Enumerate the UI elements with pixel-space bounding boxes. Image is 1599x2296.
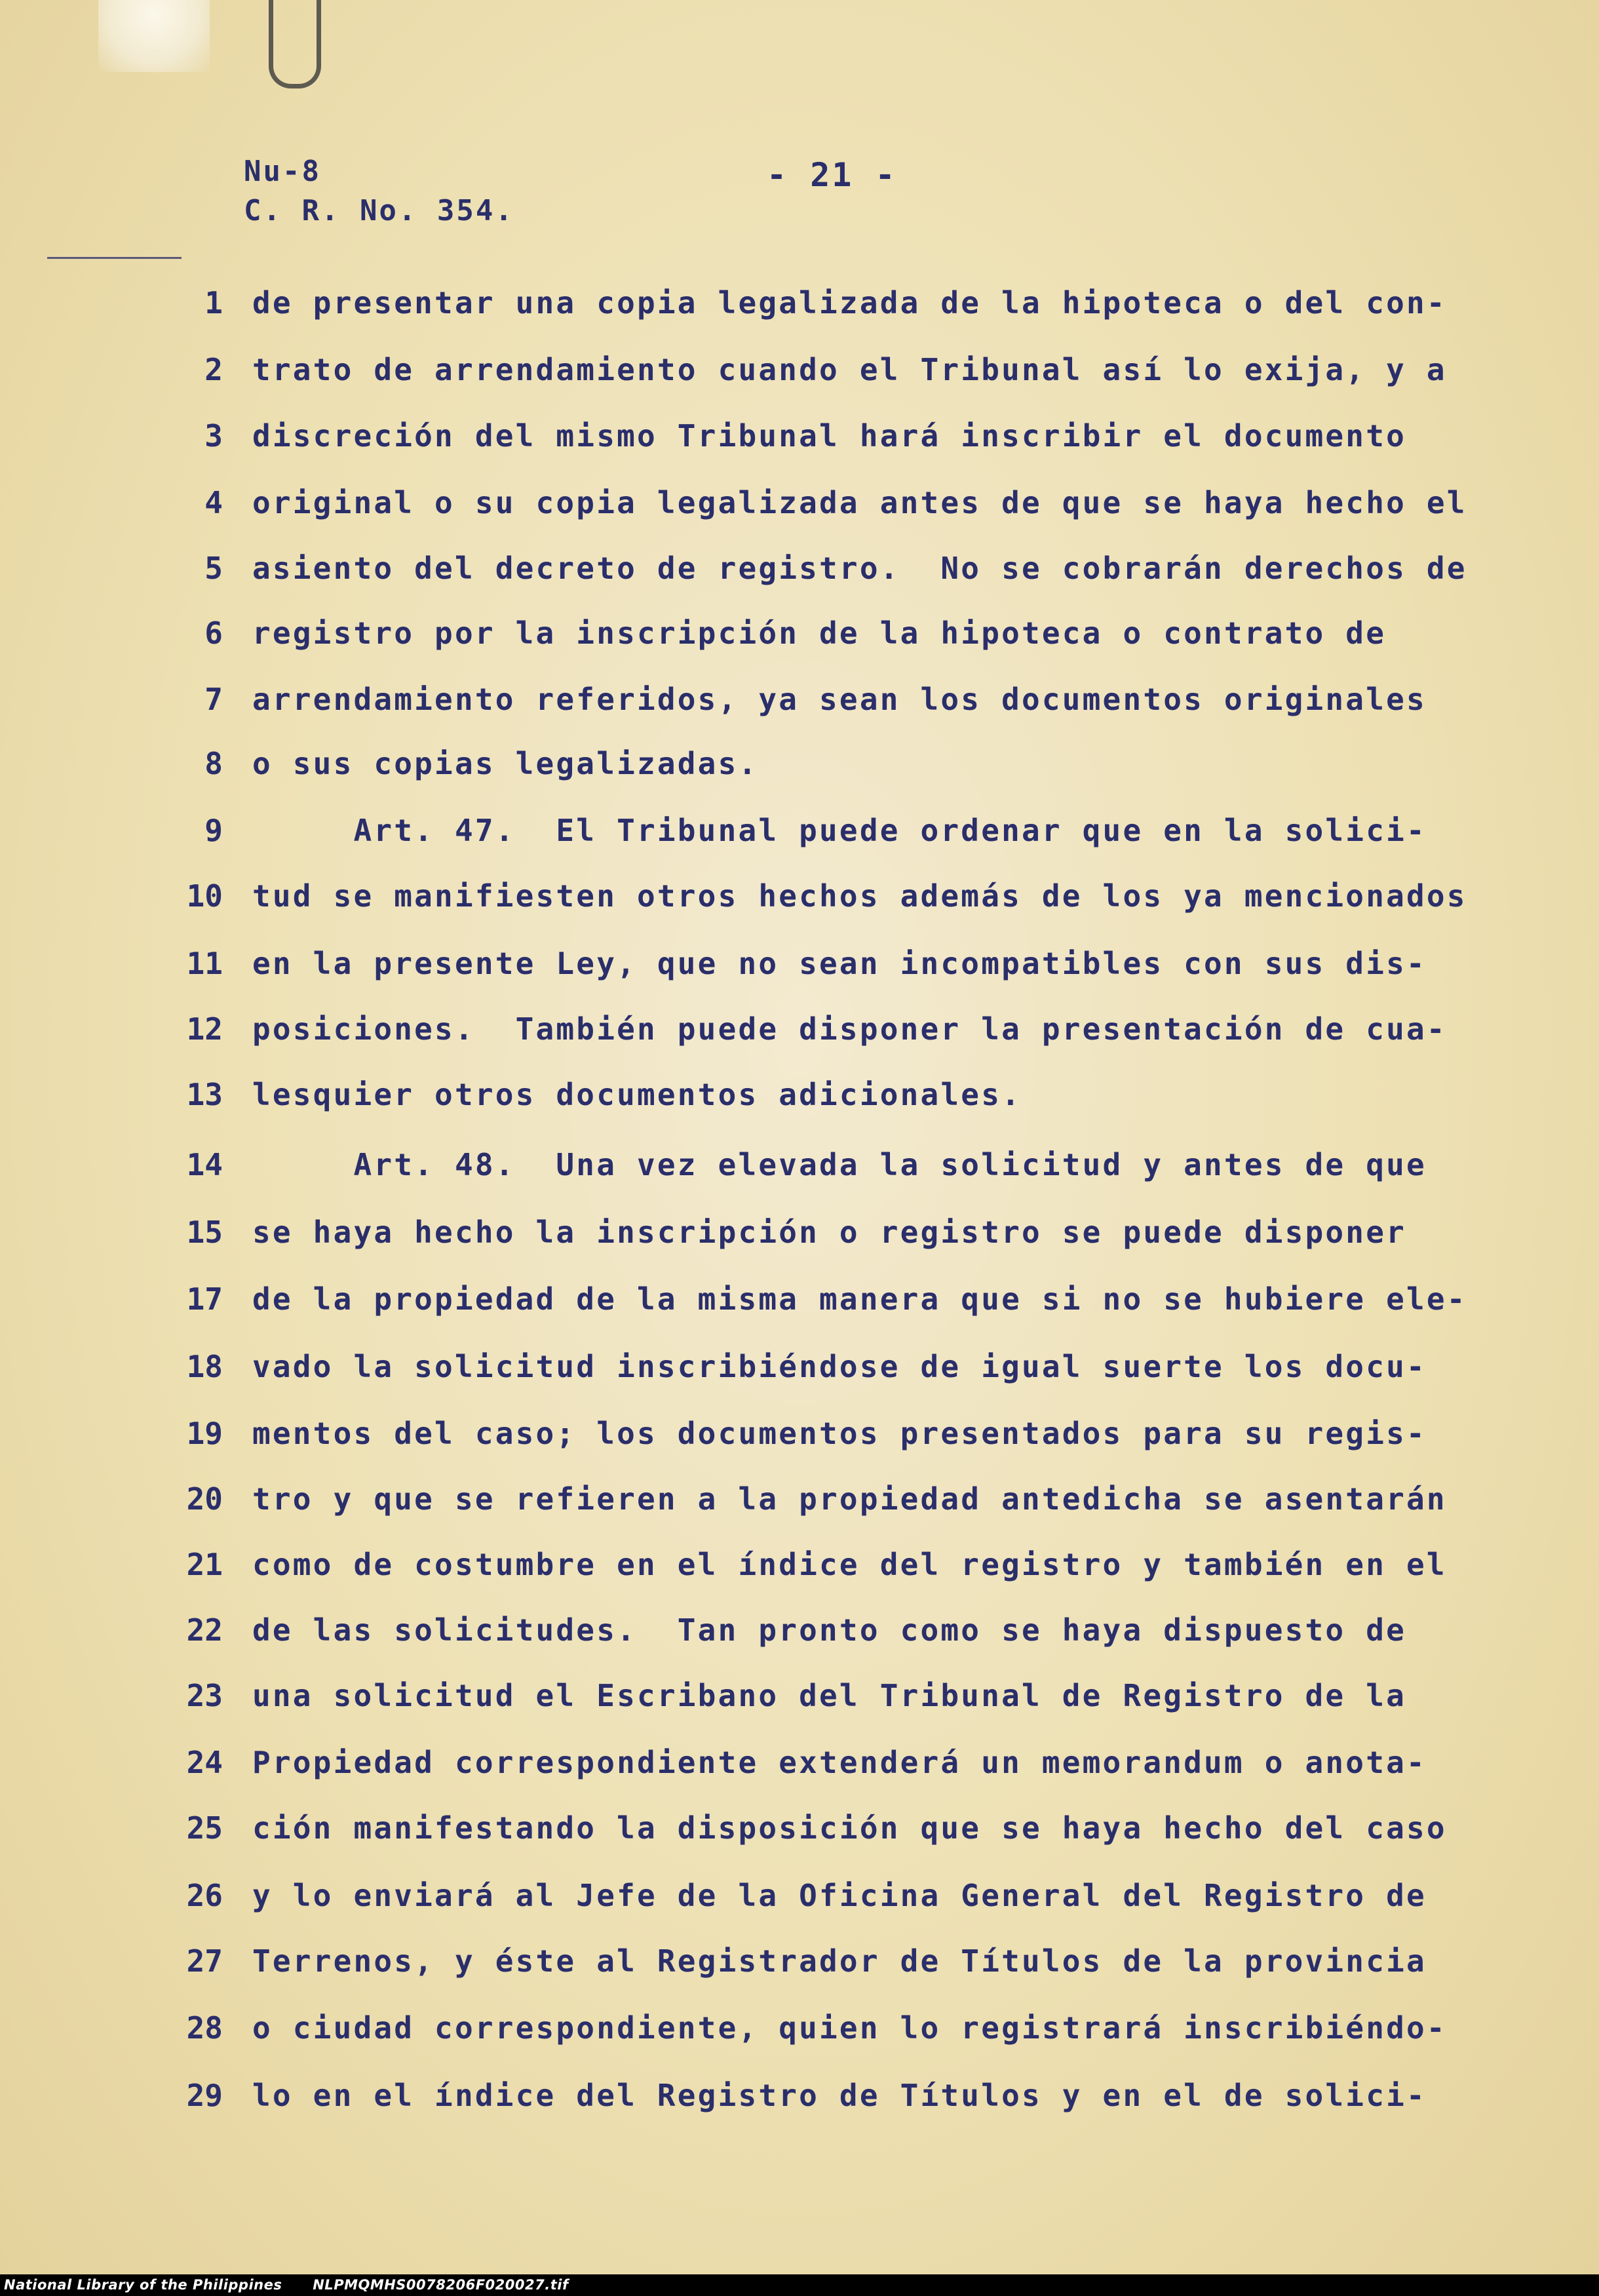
line-text: posiciones. También puede disponer la presentación de cua-: [252, 1011, 1447, 1047]
line-number: 9: [204, 813, 223, 848]
line-number: 21: [186, 1547, 223, 1582]
line-text: lesquier otros documentos adicionales.: [252, 1077, 1022, 1112]
text-line: [0, 2078, 1599, 2143]
text-line: [0, 1077, 1599, 1142]
text-line: [0, 1349, 1599, 1414]
line-text: y lo enviará al Jefe de la Oficina General del Registro de: [252, 1878, 1427, 1913]
case-reference: C. R. No. 354.: [244, 194, 514, 227]
line-text: de las solicitudes. Tan pronto como se haya dispuesto de: [252, 1612, 1406, 1648]
line-text: se haya hecho la inscripción o registro se puede disponer: [252, 1215, 1406, 1250]
text-line: [0, 1281, 1599, 1347]
line-text: Terrenos, y éste al Registrador de Títulos de la provincia: [252, 1943, 1427, 1979]
line-text: Art. 47. El Tribunal puede ordenar que en la solici-: [252, 813, 1427, 848]
line-number: 1: [204, 285, 223, 321]
text-line: [0, 1215, 1599, 1280]
line-number: 22: [186, 1612, 223, 1648]
line-number: 13: [186, 1077, 223, 1112]
text-line: [0, 1547, 1599, 1612]
text-line: [0, 878, 1599, 944]
line-text: en la presente Ley, que no sean incompatibles con sus dis-: [252, 946, 1427, 981]
line-number: 3: [204, 418, 223, 454]
line-text: arrendamiento referidos, ya sean los documentos originales: [252, 682, 1427, 717]
line-number: 14: [186, 1147, 223, 1182]
line-number: 19: [186, 1416, 223, 1451]
line-text: registro por la inscripción de la hipoteca o contrato de: [252, 615, 1387, 651]
line-text: una solicitud el Escribano del Tribunal de Registro de la: [252, 1678, 1406, 1713]
text-line: [0, 2010, 1599, 2076]
line-number: 17: [186, 1281, 223, 1317]
line-text: lo en el índice del Registro de Títulos y en el de solici-: [252, 2078, 1427, 2113]
line-number: 11: [186, 946, 223, 981]
ref-code: Nu-8: [244, 155, 321, 188]
line-number: 27: [186, 1943, 223, 1979]
text-line: [0, 1878, 1599, 1943]
text-line: [0, 1678, 1599, 1743]
text-line: [0, 1745, 1599, 1810]
text-line: [0, 551, 1599, 616]
line-number: 23: [186, 1678, 223, 1713]
file-id: NLPMQMHS0078206F020027.tif: [313, 2277, 569, 2293]
text-line: [0, 1481, 1599, 1547]
text-line: [0, 813, 1599, 878]
line-text: discreción del mismo Tribunal hará inscribir el documento: [252, 418, 1406, 454]
line-text: trato de arrendamiento cuando el Tribunal así lo exija, y a: [252, 352, 1447, 387]
archive-name: National Library of the Philippines: [4, 2277, 282, 2293]
line-number: 18: [186, 1349, 223, 1384]
line-text: Propiedad correspondiente extenderá un memorandum o anota-: [252, 1745, 1427, 1780]
line-number: 12: [186, 1011, 223, 1047]
line-text: asiento del decreto de registro. No se cobrarán derechos de: [252, 551, 1467, 586]
footer-text: [4, 2277, 569, 2293]
text-line: [0, 418, 1599, 484]
line-number: 25: [186, 1810, 223, 1846]
scan-footer: [0, 2274, 1599, 2296]
line-number: 2: [204, 352, 223, 387]
line-text: como de costumbre en el índice del registro y también en el: [252, 1547, 1447, 1582]
line-number: 7: [204, 682, 223, 717]
text-line: [0, 682, 1599, 747]
line-text: tud se manifiesten otros hechos además de los ya mencionados: [252, 878, 1467, 914]
line-text: Art. 48. Una vez elevada la solicitud y antes de que: [252, 1147, 1427, 1182]
line-number: 15: [186, 1215, 223, 1250]
line-number: 24: [186, 1745, 223, 1780]
text-line: [0, 1416, 1599, 1481]
line-text: de presentar una copia legalizada de la hipoteca o del con-: [252, 285, 1447, 321]
text-line: [0, 485, 1599, 551]
text-line: [0, 285, 1599, 351]
line-text: mentos del caso; los documentos presentados para su regis-: [252, 1416, 1427, 1451]
line-number: 6: [204, 615, 223, 651]
text-line: [0, 746, 1599, 811]
line-number: 29: [186, 2078, 223, 2113]
line-text: o sus copias legalizadas.: [252, 746, 759, 781]
line-number: 28: [186, 2010, 223, 2046]
line-number: 20: [186, 1481, 223, 1517]
text-line: [0, 1612, 1599, 1678]
line-text: vado la solicitud inscribiéndose de igual suerte los docu-: [252, 1349, 1427, 1384]
line-number: 5: [204, 551, 223, 586]
line-number: 8: [204, 746, 223, 781]
line-text: o ciudad correspondiente, quien lo registrará inscribiéndo-: [252, 2010, 1447, 2046]
text-line: [0, 1011, 1599, 1077]
line-text: de la propiedad de la misma manera que si no se hubiere ele-: [252, 1281, 1467, 1317]
text-line: [0, 352, 1599, 418]
line-text: tro y que se refieren a la propiedad antedicha se asentarán: [252, 1481, 1447, 1517]
line-number: 4: [204, 485, 223, 520]
line-text: original o su copia legalizada antes de que se haya hecho el: [252, 485, 1467, 520]
text-line: [0, 1943, 1599, 2009]
text-line: [0, 946, 1599, 1011]
text-line: [0, 1810, 1599, 1876]
text-line: [0, 615, 1599, 681]
line-number: 10: [186, 878, 223, 914]
text-line: [0, 1147, 1599, 1213]
line-text: ción manifestando la disposición que se haya hecho del caso: [252, 1810, 1447, 1846]
page-number: - 21 -: [767, 156, 897, 194]
line-number: 26: [186, 1878, 223, 1913]
